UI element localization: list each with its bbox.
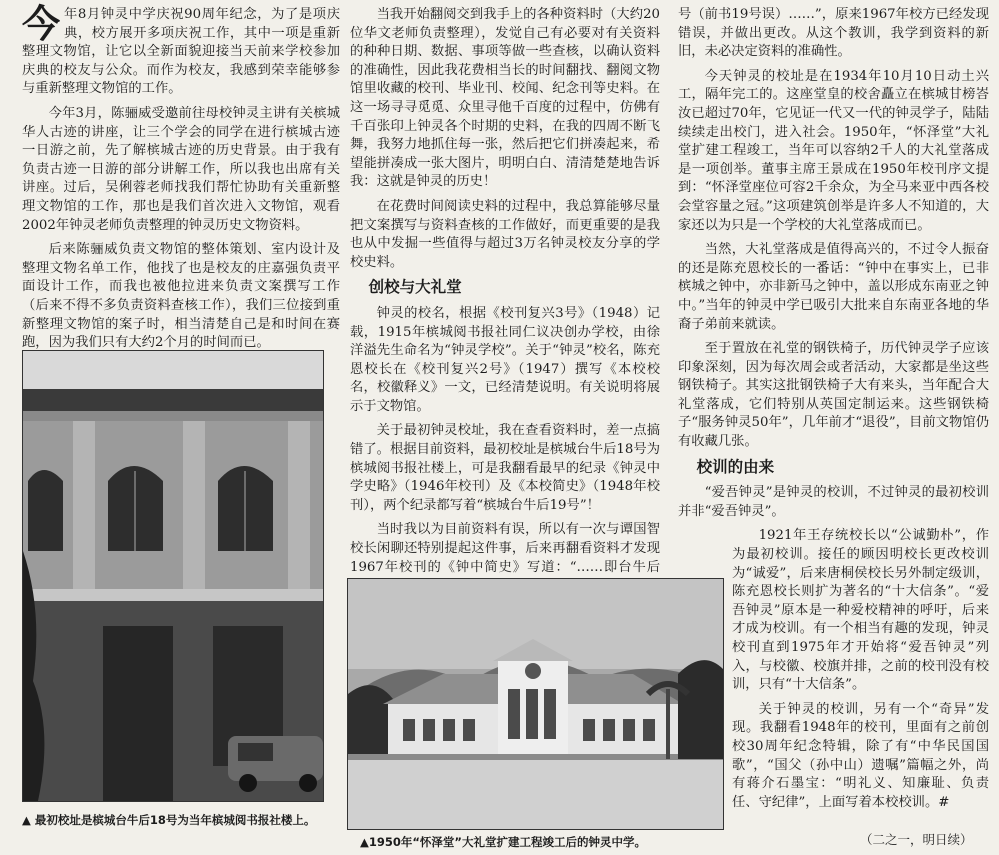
- dropcap: 今: [22, 1, 61, 46]
- column-1: [22, 1, 340, 359]
- paragraph: 当时我以为目前资料有误，所以有一次与谭国智校长闲聊还特别提起这件事，后来再翻看资料才发现1967年校刊的《钟中简史》写道：“……即台牛后: [350, 522, 660, 575]
- paragraph: 今年3月，陈骊威受邀前往母校钟灵主讲有关槟城华人古迹的讲座，让三个学会的同学在进行槟城古迹一日游之前，先了解槟城古迹的历史背景。由于我有负责古迹一日游的部分讲解工作，所以我也出席有关讲座。过后，吴俐蓉老师找我们帮忙协助有关重新整理文物馆的工作，那也是我们首次进入文物馆，观看2002年钟灵老师负责整理的钟灵历史文物资料。: [22, 105, 340, 233]
- photo-caption-old-building: ▲ 最初校址是槟城台牛后18号为当年槟城阅书报社楼上。: [22, 813, 316, 827]
- paragraph: 至于置放在礼堂的钢铁椅子，历代钟灵学子应该印象深刻，因为每次周会或者活动，大家都是坐这些钢铁椅子。其实这批钢铁椅子大有来头，当年配合大礼堂落成，它们特别从英国定制运来。这些钢铁椅子“服务钟灵50年”，几年前才“退役”，目前文物馆仍有收藏几张。: [678, 341, 989, 450]
- paragraph: 关于钟灵的校训，另有一个“奇异”发现。我翻看1948年的校刊，里面有之前创校30周年纪念特辑，除了有“中华民国国歌”，“国父（孙中山）遗嘱”篇幅之外，尚有蒋介石墨宝：“明礼义、知廉耻、负责任、守纪律”，上面写着本校校训。#: [732, 701, 989, 810]
- paragraph: 1921年王存统校长以“公诚勤朴”，作为最初校训。接任的顾因明校长更改校训为“诚爱”，后来唐桐侯校长另外制定级训，陈充恩校长则扩为著名的“十大信条”。“爱吾钟灵”原本是一种爱校精神的呼吁，后来才成为校训。有一个相当有趣的发现，钟灵校刊直到1975年才开始将“爱吾钟灵”列入，与校徽、校旗并排，之前的校刊没有校训，只有“十大信条”。: [732, 528, 989, 693]
- intro-paragraph: 今年8月钟灵中学庆祝90周年纪念，为了是项庆典，校方展开多项庆祝工作，其中一项是重新整理文物馆，让它以全新面貌迎接当天前来学校参加庆典的校友与公众。而作为校友，我感到荣幸能够参与重新整理文物馆的工作。: [22, 1, 340, 97]
- column-3: [678, 6, 989, 818]
- section-heading: 校训的由来: [696, 457, 775, 476]
- paragraph: 当我开始翻阅交到我手上的各种资料时（大约20位华文老师负责整理），发觉自己有必要对有关资料的种种日期、数据、事项等做一些查核，以确认资料的准确性，因此我花费相当长的时间翻找、翻阅文物馆里收藏的校刊、毕业刊、校闻、纪念刊等史料。在这一场寻寻觅觅、众里寻他千百度的过程中，仿佛有千百张印上钟灵各个时期的史料，在我的四周不断飞舞，我努力地抓住每一张，然后把它们拼凑起来，希望能拼凑成一张大图片，明明白白、清清楚楚地告诉我：这就是钟灵的历史！: [350, 7, 660, 190]
- paragraph: 当然，大礼堂落成是值得高兴的，不过令人振奋的还是陈充恩校长的一番话：“钟中在事实上，已非槟城之钟中，亦非新马之钟中，盖以形成东南亚之钟中。”当年的钟灵中学已吸引大批来自东南亚各地的华裔子弟前来就读。: [678, 242, 989, 332]
- paragraph: “爱吾钟灵”是钟灵的校训，不过钟灵的最初校训并非“爱吾钟灵”。: [678, 485, 989, 519]
- continued-note: （二之一，明日续）: [860, 832, 973, 847]
- column-2: [350, 6, 660, 602]
- photo-auditorium-1950: [347, 578, 724, 830]
- paragraph: 关于最初钟灵校址，我在查看资料时，差一点搞错了。根据目前资料，最初校址是槟城台牛后18号为槟城阅书报社楼上，可是我翻看最早的纪录《钟灵中学史略》（1946年校刊）及《本校简史》（1948年校刊），两个纪录都写着“槟城台牛后19号”！: [350, 423, 660, 513]
- photo-caption-auditorium: ▲1950年“怀泽堂”大礼堂扩建工程竣工后的钟灵中学。: [360, 835, 646, 849]
- paragraph: 后来陈骊威负责文物馆的整体策划、室内设计及整理文物名单工作，他找了也是校友的庄嘉强负责平面设计工作，而我也被他拉进来负责文案撰写工作（后来不得不多负责资料查核工作），我们三位接到重新整理文物馆的案子时，相当清楚自己是和时间在赛跑，因为我们只有大约2个月的时间而已。: [22, 242, 340, 351]
- paragraph: 钟灵的校名，根据《校刊复兴3号》（1948）记载，1915年槟城阅书报社同仁议决创办学校，由徐洋溢先生命名为“钟灵学校”。关于“钟灵”校名，陈充恩校长在《校刊复兴2号》（1947）撰写《本校校名，校徽释义》一文，已经清楚说明。有关说明将展示于文物馆。: [350, 305, 660, 414]
- photo-old-school-building: [22, 350, 324, 802]
- paragraph: 在花费时间阅读史料的过程中，我总算能够尽量把文案撰写与资料查核的工作做好，而更重要的是我也从中发掘一些值得与超过3万名钟灵校友分享的学校史料。: [350, 198, 660, 270]
- paragraph: 今天钟灵的校址是在1934年10月10日动土兴工，隔年完工的。这座堂皇的校舍矗立在槟城甘榜峇汝已超过70年，它见证一代又一代的钟灵学子，陆陆续续走出校门，进入社会。1950年，“怀泽堂”大礼堂扩建工程竣工，当年可以容纳2千人的大礼堂落成是一项创举。董事主席王景成在1950年校刊序文提到：“怀泽堂座位可容2千余众，为全马来亚中西各校会堂容量之冠。”这项建筑创举是许多人不知道的，大家还以为只是一个学校的大礼堂落成而已。: [678, 68, 989, 233]
- paragraph: 号（前书19号误）……”，原来1967年校方已经发现错误，并做出更改。从这个教训，我学到资料的新旧，未必决定资料的准确性。: [678, 7, 989, 60]
- section-heading: 创校与大礼堂: [368, 278, 462, 297]
